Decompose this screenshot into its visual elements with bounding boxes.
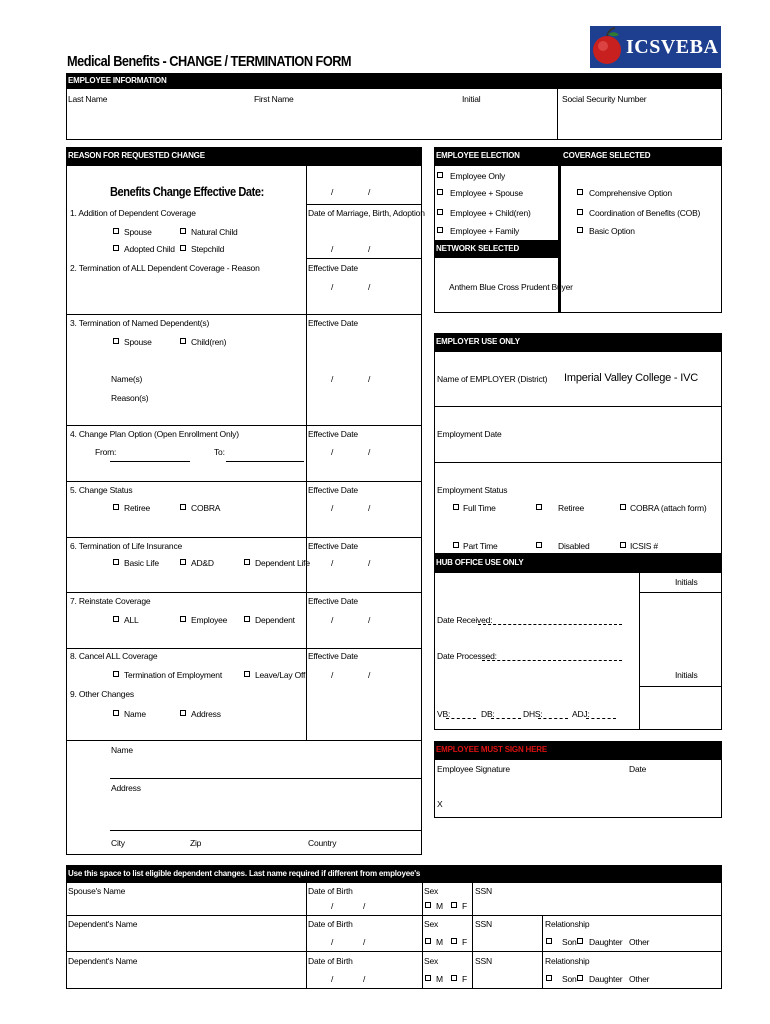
status-cobra-checkbox[interactable] bbox=[620, 504, 626, 510]
dependents-box bbox=[66, 882, 722, 989]
field-label: Effective Date bbox=[308, 429, 358, 439]
s6-dependent-life-checkbox[interactable] bbox=[244, 559, 250, 565]
field-label: Comprehensive Option bbox=[589, 188, 672, 198]
signature-label: Employee Signature bbox=[437, 764, 510, 774]
name-label: Name bbox=[111, 745, 133, 755]
apple-logo-icon bbox=[591, 26, 625, 68]
election-employee-children-checkbox[interactable] bbox=[437, 209, 443, 215]
field-label: Employee bbox=[191, 615, 228, 625]
last-name-label: Last Name bbox=[68, 94, 108, 104]
network-header: NETWORK SELECTED bbox=[434, 240, 558, 258]
field-label: AD&D bbox=[191, 558, 214, 568]
section-8-label: 8. Cancel ALL Coverage bbox=[70, 651, 158, 661]
field-label: SSN bbox=[475, 919, 492, 929]
logo-text: ICSVEBA bbox=[626, 36, 719, 58]
coverage-comprehensive-checkbox[interactable] bbox=[577, 189, 583, 195]
s6-basic-life-checkbox[interactable] bbox=[113, 559, 119, 565]
divider bbox=[66, 537, 422, 538]
field-label: Employee + Child(ren) bbox=[450, 208, 531, 218]
network-value: Anthem Blue Cross Prudent Buyer bbox=[449, 282, 573, 292]
divider bbox=[434, 406, 722, 407]
divider bbox=[306, 147, 307, 740]
divider bbox=[422, 882, 423, 989]
coverage-cob-checkbox[interactable] bbox=[577, 209, 583, 215]
field-label: / bbox=[368, 282, 371, 292]
field-label: / bbox=[331, 901, 334, 911]
field-label: / bbox=[331, 974, 334, 984]
divider bbox=[434, 462, 722, 463]
form-title: Medical Benefits - CHANGE / TERMINATION FORM bbox=[67, 53, 352, 70]
divider bbox=[306, 258, 422, 259]
section-1-label: 1. Addition of Dependent Coverage bbox=[70, 208, 196, 218]
status-retiree-checkbox[interactable] bbox=[536, 504, 542, 510]
zip-label: Zip bbox=[190, 838, 202, 848]
divider bbox=[66, 314, 422, 315]
field-label: Sex bbox=[424, 919, 439, 929]
dep1-sex-f-checkbox[interactable] bbox=[451, 938, 457, 944]
employer-name-value: Imperial Valley College - IVC bbox=[564, 372, 698, 384]
divider bbox=[557, 88, 558, 140]
field-label: / bbox=[368, 615, 371, 625]
field-label: M bbox=[436, 901, 443, 911]
dhs-field[interactable] bbox=[538, 718, 568, 719]
date-received-field[interactable] bbox=[478, 624, 622, 625]
dep1-sex-m-checkbox[interactable] bbox=[425, 938, 431, 944]
initial-label: Initial bbox=[462, 94, 481, 104]
vb-field[interactable] bbox=[446, 718, 476, 719]
s4-to-label: To: bbox=[214, 447, 225, 457]
coverage-header: COVERAGE SELECTED bbox=[561, 147, 722, 165]
divider bbox=[542, 915, 543, 989]
dependent-name-label-1: Dependent's Name bbox=[68, 919, 138, 929]
field-label: Employee + Family bbox=[450, 226, 520, 236]
reason-header: REASON FOR REQUESTED CHANGE bbox=[66, 147, 422, 165]
field-label: / bbox=[331, 558, 334, 568]
field-label: Effective Date bbox=[308, 485, 358, 495]
status-part-time-checkbox[interactable] bbox=[453, 542, 459, 548]
employer-name-label: Name of EMPLOYER (District) bbox=[437, 374, 548, 384]
field-label: / bbox=[368, 374, 371, 384]
spouse-name-label: Spouse's Name bbox=[68, 886, 126, 896]
divider bbox=[639, 592, 722, 593]
status-icsis-checkbox[interactable] bbox=[620, 542, 626, 548]
field-label: Date of Birth bbox=[308, 886, 353, 896]
field-label: / bbox=[368, 558, 371, 568]
field-label: Coordination of Benefits (COB) bbox=[589, 208, 701, 218]
spouse-sex-m-checkbox[interactable] bbox=[425, 902, 431, 908]
election-employee-spouse-checkbox[interactable] bbox=[437, 189, 443, 195]
election-employee-only-checkbox[interactable] bbox=[437, 172, 443, 178]
divider bbox=[639, 572, 640, 730]
field-label: Disabled bbox=[558, 541, 590, 551]
field-label: Dependent bbox=[255, 615, 295, 625]
field-label: M bbox=[436, 937, 443, 947]
ssn-label: Social Security Number bbox=[562, 94, 647, 104]
first-name-label: First Name bbox=[254, 94, 294, 104]
field-label: Stepchild bbox=[191, 244, 225, 254]
field-label: COBRA (attach form) bbox=[630, 503, 707, 513]
field-label: Employee Only bbox=[450, 171, 506, 181]
divider bbox=[66, 740, 422, 741]
vb-label: VB: bbox=[437, 709, 451, 719]
employment-date-label: Employment Date bbox=[437, 429, 502, 439]
s1-spouse-checkbox[interactable] bbox=[113, 228, 119, 234]
divider bbox=[639, 686, 722, 687]
s1-stepchild-checkbox[interactable] bbox=[180, 245, 186, 251]
dep2-sex-f-checkbox[interactable] bbox=[451, 975, 457, 981]
field-label: / bbox=[368, 670, 371, 680]
field-label: ALL bbox=[124, 615, 139, 625]
divider bbox=[110, 830, 422, 831]
field-label: Sex bbox=[424, 956, 439, 966]
field-label: Name bbox=[124, 709, 146, 719]
employer-header: EMPLOYER USE ONLY bbox=[434, 333, 722, 351]
s7-employee-checkbox[interactable] bbox=[180, 616, 186, 622]
divider bbox=[66, 592, 422, 593]
s3-children-checkbox[interactable] bbox=[180, 338, 186, 344]
field-label: Daughter bbox=[589, 937, 623, 947]
field-label: / bbox=[331, 187, 334, 197]
field-label: Spouse bbox=[124, 337, 152, 347]
field-label: Spouse bbox=[124, 227, 152, 237]
s9-address-checkbox[interactable] bbox=[180, 710, 186, 716]
field-label: / bbox=[368, 503, 371, 513]
s5-retiree-checkbox[interactable] bbox=[113, 504, 119, 510]
divider bbox=[66, 425, 422, 426]
field-label: Relationship bbox=[545, 919, 590, 929]
s5-cobra-checkbox[interactable] bbox=[180, 504, 186, 510]
status-full-time-checkbox[interactable] bbox=[453, 504, 459, 510]
field-label: / bbox=[363, 937, 366, 947]
field-label: Sex bbox=[424, 886, 439, 896]
effective-date-title: Benefits Change Effective Date: bbox=[110, 184, 264, 199]
employment-status-label: Employment Status bbox=[437, 485, 508, 495]
s9-name-checkbox[interactable] bbox=[113, 710, 119, 716]
adj-field[interactable] bbox=[586, 718, 616, 719]
s7-all-checkbox[interactable] bbox=[113, 616, 119, 622]
field-label: Part Time bbox=[463, 541, 498, 551]
field-label: Termination of Employment bbox=[124, 670, 222, 680]
section-6-label: 6. Termination of Life Insurance bbox=[70, 541, 183, 551]
dependent-name-label-2: Dependent's Name bbox=[68, 956, 138, 966]
s7-dependent-checkbox[interactable] bbox=[244, 616, 250, 622]
election-header: EMPLOYEE ELECTION bbox=[434, 147, 558, 165]
dep1-son-checkbox[interactable] bbox=[546, 938, 552, 944]
field-label: / bbox=[331, 244, 334, 254]
coverage-basic-checkbox[interactable] bbox=[577, 227, 583, 233]
field-label: Son bbox=[562, 937, 577, 947]
field-label: F bbox=[462, 937, 467, 947]
divider bbox=[110, 778, 422, 779]
field-label: Dependent Life bbox=[255, 558, 310, 568]
field-label: / bbox=[368, 187, 371, 197]
date-received-label: Date Received: bbox=[437, 615, 493, 625]
field-label: / bbox=[331, 615, 334, 625]
field-label: / bbox=[368, 244, 371, 254]
dep2-daughter-checkbox[interactable] bbox=[577, 975, 583, 981]
field-label: SSN bbox=[475, 956, 492, 966]
field-label: Natural Child bbox=[191, 227, 238, 237]
hub-initials-label-2: Initials bbox=[675, 670, 698, 680]
divider bbox=[306, 882, 307, 989]
field-label: Full Time bbox=[463, 503, 496, 513]
hub-initials-label-1: Initials bbox=[675, 577, 698, 587]
field-label: Date of Birth bbox=[308, 956, 353, 966]
election-employee-family-checkbox[interactable] bbox=[437, 227, 443, 233]
field-label: SSN bbox=[475, 886, 492, 896]
field-label: Child(ren) bbox=[191, 337, 227, 347]
field-label: / bbox=[331, 503, 334, 513]
s3-spouse-checkbox[interactable] bbox=[113, 338, 119, 344]
field-label: / bbox=[363, 974, 366, 984]
field-label: Effective Date bbox=[308, 541, 358, 551]
field-label: / bbox=[331, 282, 334, 292]
s4-from-label: From: bbox=[95, 447, 117, 457]
field-label: / bbox=[331, 670, 334, 680]
field-label: Other bbox=[629, 937, 650, 947]
s1-natural-child-checkbox[interactable] bbox=[180, 228, 186, 234]
dep2-sex-m-checkbox[interactable] bbox=[425, 975, 431, 981]
section-7-label: 7. Reinstate Coverage bbox=[70, 596, 151, 606]
field-label: COBRA bbox=[191, 503, 221, 513]
s4-from-field[interactable] bbox=[110, 461, 190, 462]
s4-to-field[interactable] bbox=[226, 461, 304, 462]
field-label: Daughter bbox=[589, 974, 623, 984]
section-4-label: 4. Change Plan Option (Open Enrollment Only) bbox=[70, 429, 239, 439]
employee-info-header: EMPLOYEE INFORMATION bbox=[66, 73, 722, 88]
status-disabled-checkbox[interactable] bbox=[536, 542, 542, 548]
field-label: ICSIS # bbox=[630, 541, 658, 551]
field-label: Other bbox=[629, 974, 650, 984]
spouse-sex-f-checkbox[interactable] bbox=[451, 902, 457, 908]
dep2-son-checkbox[interactable] bbox=[546, 975, 552, 981]
field-label: Basic Option bbox=[589, 226, 635, 236]
section-2-label: 2. Termination of ALL Dependent Coverage - Reason bbox=[70, 263, 260, 273]
dhs-label: DHS: bbox=[523, 709, 543, 719]
date-processed-label: Date Processed: bbox=[437, 651, 497, 661]
field-label: Relationship bbox=[545, 956, 590, 966]
db-label: DB: bbox=[481, 709, 495, 719]
field-label: Employee + Spouse bbox=[450, 188, 523, 198]
s3-names-label: Name(s) bbox=[111, 374, 143, 384]
address-label: Address bbox=[111, 783, 141, 793]
adj-label: ADJ: bbox=[572, 709, 590, 719]
s3-reasons-label: Reason(s) bbox=[111, 393, 149, 403]
s1-adopted-child-checkbox[interactable] bbox=[113, 245, 119, 251]
field-label: / bbox=[368, 447, 371, 457]
field-label: Effective Date bbox=[308, 596, 358, 606]
date-processed-field[interactable] bbox=[482, 660, 622, 661]
divider bbox=[306, 204, 422, 205]
field-label: / bbox=[363, 901, 366, 911]
field-label: Effective Date bbox=[308, 318, 358, 328]
field-label: / bbox=[331, 447, 334, 457]
field-label: / bbox=[331, 937, 334, 947]
field-label: Effective Date bbox=[308, 263, 358, 273]
hub-header: HUB OFFICE USE ONLY bbox=[434, 554, 722, 572]
field-label: Adopted Child bbox=[124, 244, 175, 254]
field-label: F bbox=[462, 901, 467, 911]
field-label: Retiree bbox=[124, 503, 151, 513]
divider bbox=[66, 915, 722, 916]
section-9-label: 9. Other Changes bbox=[70, 689, 134, 699]
s6-add-checkbox[interactable] bbox=[180, 559, 186, 565]
field-label: Date of Birth bbox=[308, 919, 353, 929]
field-label: F bbox=[462, 974, 467, 984]
city-label: City bbox=[111, 838, 125, 848]
signature-header: EMPLOYEE MUST SIGN HERE bbox=[434, 741, 722, 759]
signature-x-mark[interactable]: X bbox=[437, 799, 443, 809]
country-label: Country bbox=[308, 838, 337, 848]
section-3-label: 3. Termination of Named Dependent(s) bbox=[70, 318, 210, 328]
s1-date-label: Date of Marriage, Birth, Adoption bbox=[308, 208, 425, 218]
divider bbox=[66, 648, 422, 649]
divider bbox=[66, 951, 722, 952]
section-5-label: 5. Change Status bbox=[70, 485, 133, 495]
divider bbox=[66, 481, 422, 482]
field-label: Effective Date bbox=[308, 651, 358, 661]
dependents-header: Use this space to list eligible dependent changes. Last name required if different from employee's bbox=[66, 865, 722, 882]
db-field[interactable] bbox=[491, 718, 521, 719]
s8-termination-checkbox[interactable] bbox=[113, 671, 119, 677]
field-label: Son bbox=[562, 974, 577, 984]
field-label: / bbox=[331, 374, 334, 384]
field-label: M bbox=[436, 974, 443, 984]
divider bbox=[472, 882, 473, 989]
field-label: Basic Life bbox=[124, 558, 159, 568]
logo bbox=[590, 26, 721, 68]
field-label: Address bbox=[191, 709, 221, 719]
field-label: Retiree bbox=[558, 503, 585, 513]
field-label: Leave/Lay Off bbox=[255, 670, 306, 680]
dep1-daughter-checkbox[interactable] bbox=[577, 938, 583, 944]
s8-leave-checkbox[interactable] bbox=[244, 671, 250, 677]
signature-date-label: Date bbox=[629, 764, 647, 774]
